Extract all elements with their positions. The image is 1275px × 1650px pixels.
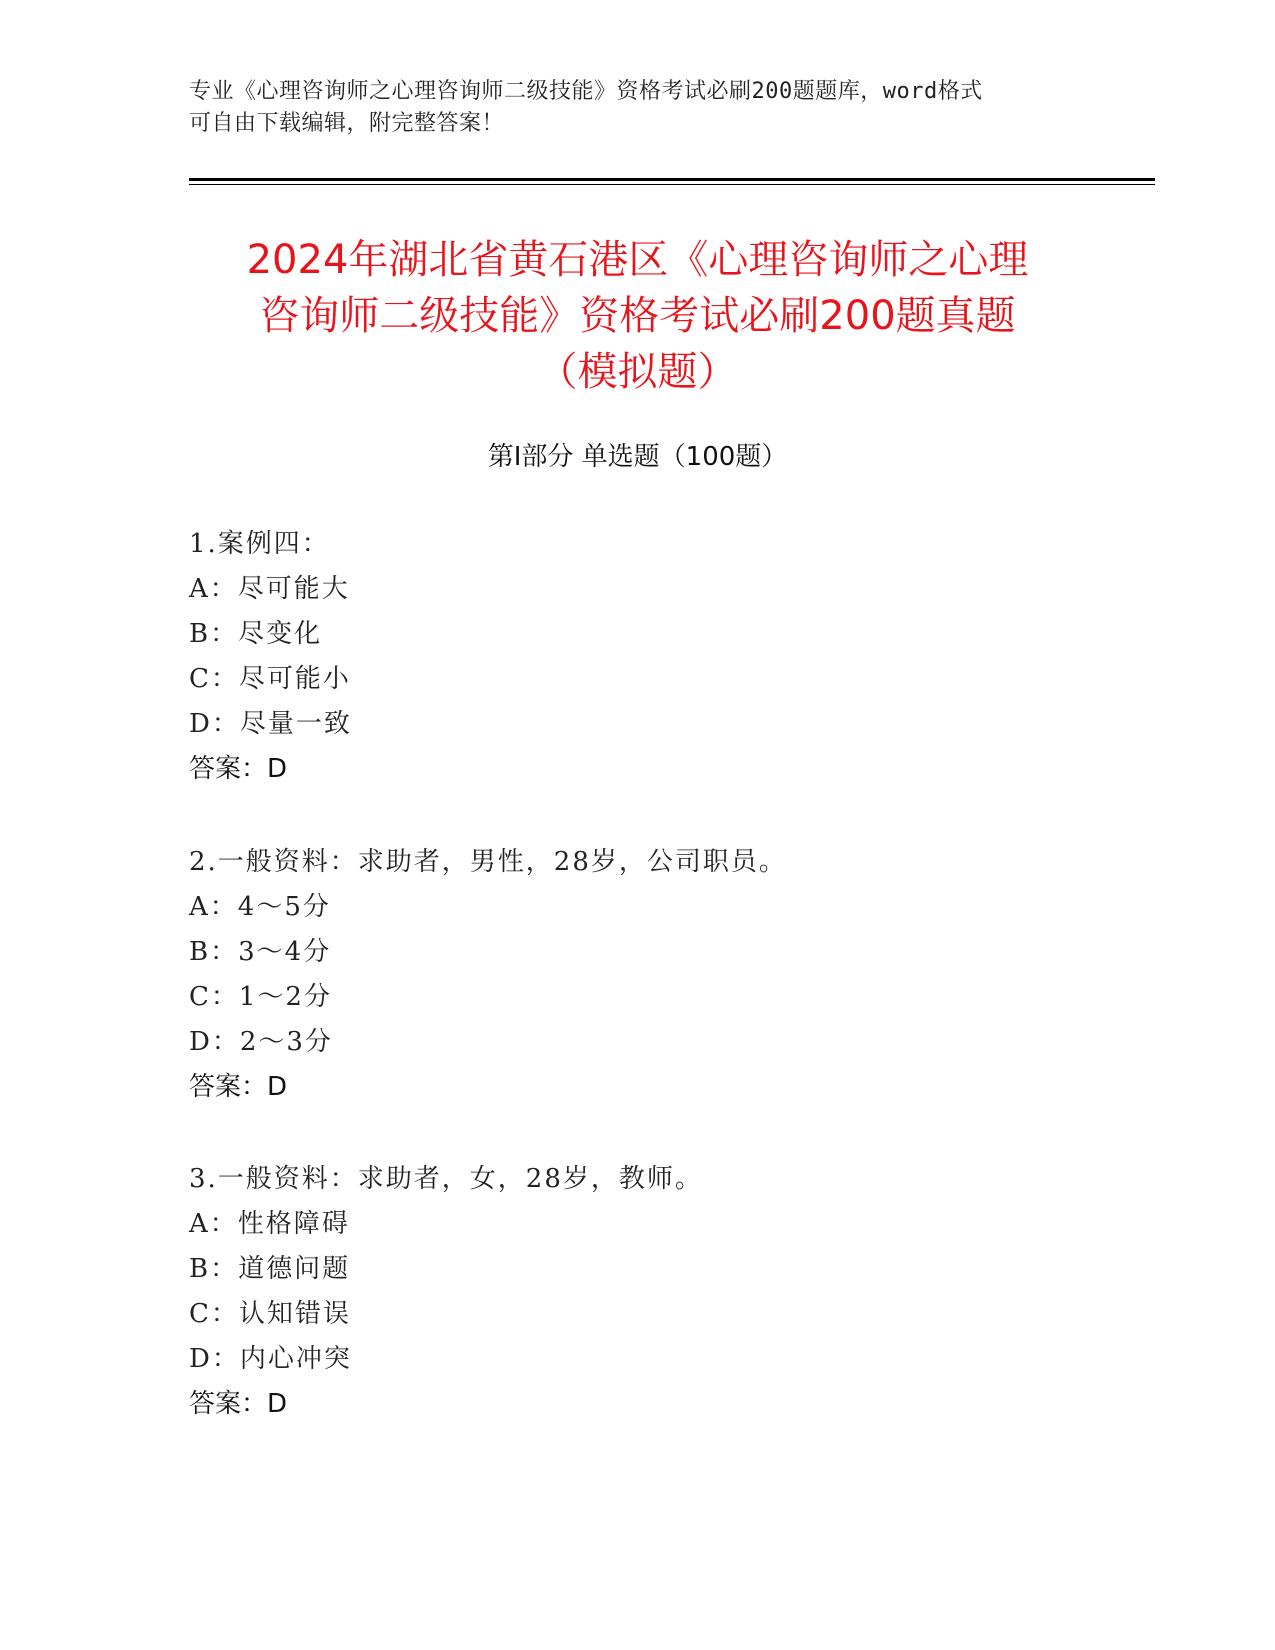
- option-c: C：尽可能小: [189, 664, 351, 694]
- question-block: [189, 1157, 1089, 1427]
- title-line-1: 2024年湖北省黄石港区《心理咨询师之心理: [246, 237, 1029, 283]
- question-block: [189, 840, 1089, 1110]
- section-heading: 第Ⅰ部分 单选题（100题）: [487, 442, 788, 472]
- question-block: [189, 522, 1089, 792]
- option-b: B：尽变化: [189, 619, 323, 649]
- option-b: B：3～4分: [189, 937, 332, 967]
- title-line-2: 咨询师二级技能》资格考试必刷200题真题: [259, 293, 1016, 339]
- option-c: C：1～2分: [189, 982, 332, 1012]
- answer-line: 答案：D: [189, 754, 288, 784]
- header-note-line-1: 专业《心理咨询师之心理咨询师二级技能》资格考试必刷200题题库，word格式: [189, 79, 983, 104]
- header-divider-thin: [189, 184, 1155, 185]
- header-divider-thick: [189, 178, 1155, 181]
- option-d: D：内心冲突: [189, 1344, 352, 1374]
- option-d: D：尽量一致: [189, 709, 352, 739]
- option-a: A：4～5分: [189, 892, 331, 922]
- option-b: B：道德问题: [189, 1254, 351, 1284]
- question-stem: 2.一般资料：求助者，男性，28岁，公司职员。: [189, 847, 787, 877]
- option-a: A：尽可能大: [189, 574, 350, 604]
- answer-line: 答案：D: [189, 1389, 288, 1419]
- option-d: D：2～3分: [189, 1027, 333, 1057]
- question-stem: 1.案例四：: [189, 529, 330, 559]
- question-stem: 3.一般资料：求助者，女，28岁，教师。: [189, 1164, 703, 1194]
- answer-line: 答案：D: [189, 1072, 288, 1102]
- document-header-note: [189, 76, 1089, 140]
- option-a: A：性格障碍: [189, 1209, 350, 1239]
- document-title: [160, 232, 1115, 400]
- header-note-line-2: 可自由下载编辑，附完整答案！: [189, 111, 505, 136]
- option-c: C：认知错误: [189, 1299, 351, 1329]
- title-line-3: （模拟题）: [537, 349, 738, 395]
